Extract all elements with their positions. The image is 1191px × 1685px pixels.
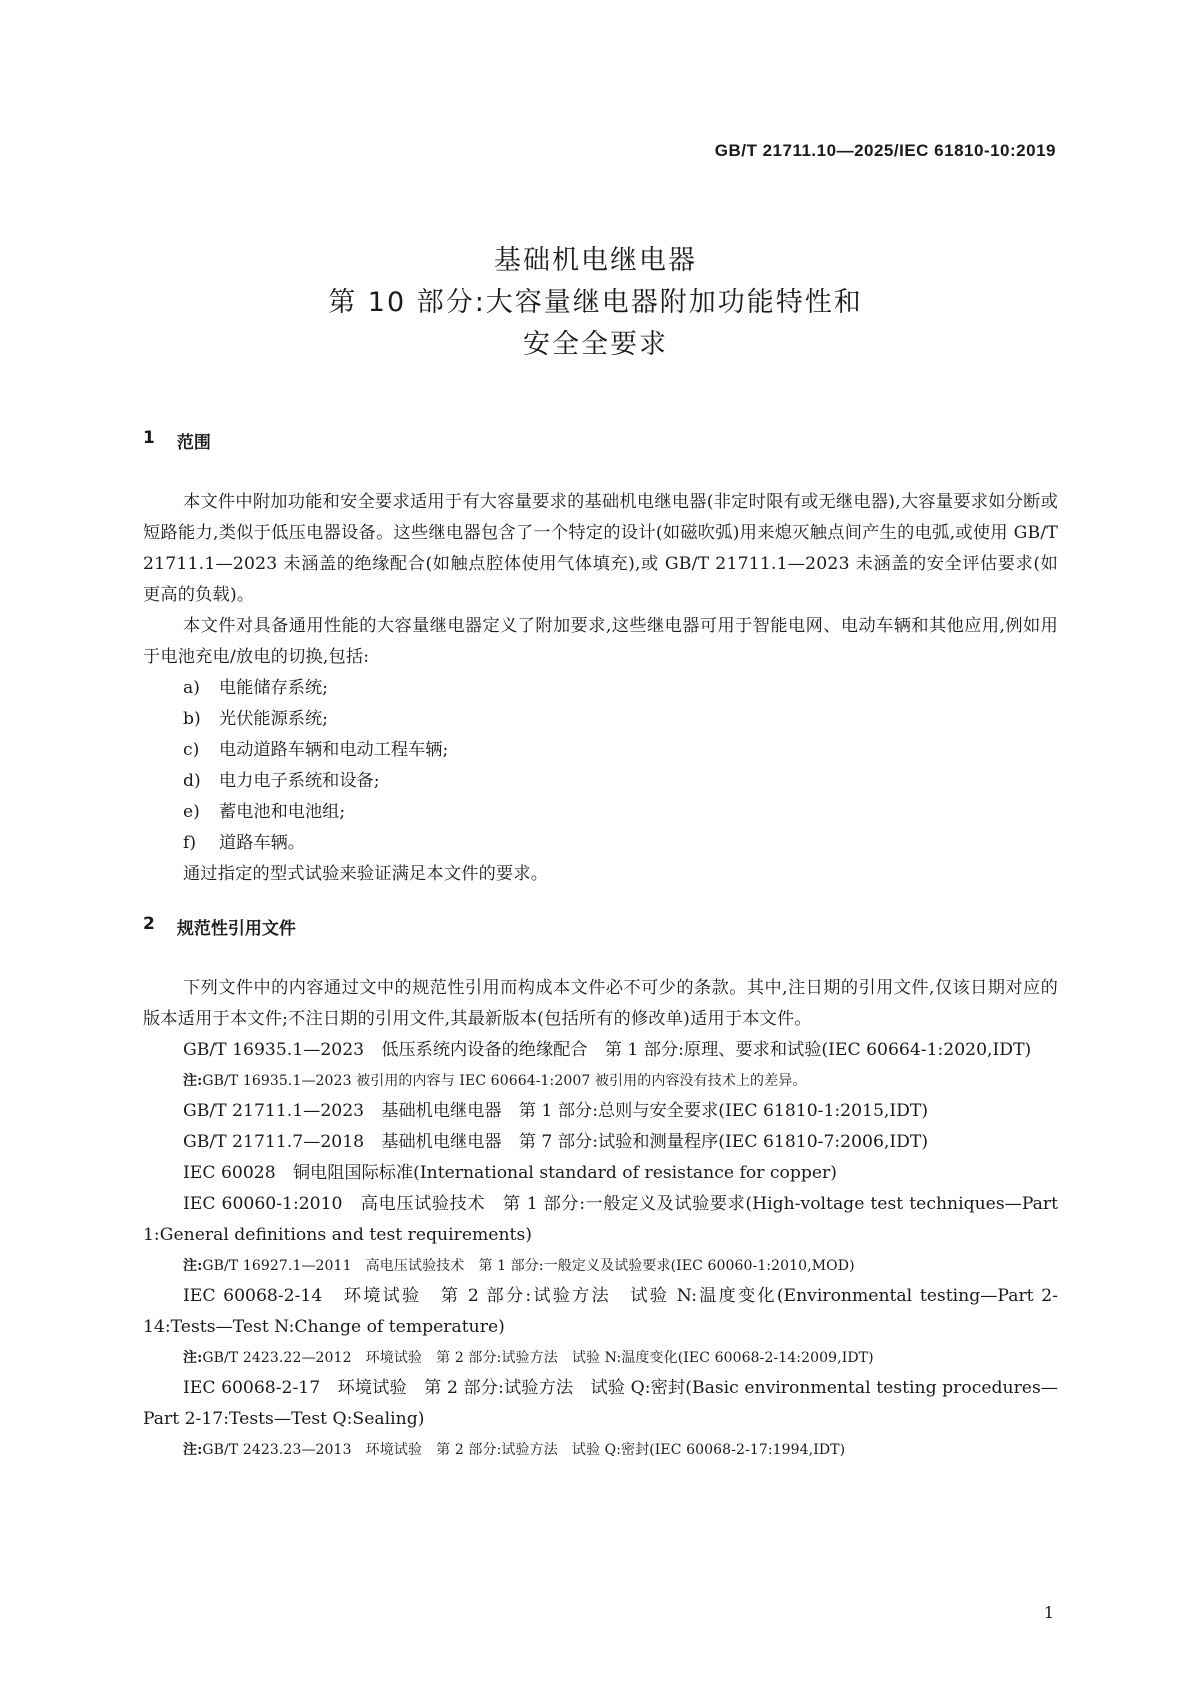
reference-entry: GB/T 21711.7—2018 基础机电继电器 第 7 部分:试验和测量程序(IEC 61810-7:2006,IDT) bbox=[183, 1132, 929, 1152]
note-label: 注: bbox=[183, 1258, 203, 1274]
document-body bbox=[143, 428, 1058, 1465]
reference-entry: IEC 60068-2-14 环境试验 第 2 部分:试验方法 试验 N:温度变化(Environmental testing—Part 2-14:Tests—Test N:Change of temperature) bbox=[143, 1286, 1058, 1337]
note-text: GB/T 16935.1—2023 被引用的内容与 IEC 60664-1:2007 被引用的内容没有技术上的差异。 bbox=[202, 1073, 807, 1089]
list-text: 电能储存系统; bbox=[219, 678, 328, 698]
section-number: 2 bbox=[143, 914, 155, 934]
note-label: 注: bbox=[183, 1350, 203, 1366]
list-text: 电动道路车辆和电动工程车辆; bbox=[219, 740, 449, 760]
reference-note bbox=[143, 1343, 1058, 1373]
reference-note bbox=[143, 1066, 1058, 1096]
note-text: GB/T 16927.1—2011 高电压试验技术 第 1 部分:一般定义及试验要求(IEC 60060-1:2010,MOD) bbox=[202, 1258, 855, 1274]
list-item bbox=[143, 797, 1058, 828]
scope-paragraph-1: 本文件中附加功能和安全要求适用于有大容量要求的基础机电继电器(非定时限有或无继电器),大容量要求如分断或短路能力,类似于低压电器设备。这些继电器包含了一个特定的设计(如磁吹弧)用来熄灭触点间产生的电弧,或使用 GB/T 21711.1—2023 未涵盖的绝缘配合(如触点腔体使用气体填充),或 GB/T 21711.1—2023 未涵盖的安全评估要求(如更高的负载)。 bbox=[143, 492, 1058, 605]
section-title: 范围 bbox=[176, 433, 211, 453]
note-label: 注: bbox=[183, 1442, 203, 1458]
section-title: 规范性引用文件 bbox=[176, 919, 296, 939]
page-number: 1 bbox=[1043, 1603, 1054, 1622]
title-line-3: 安全全要求 bbox=[523, 329, 668, 360]
list-text: 蓄电池和电池组; bbox=[219, 802, 346, 822]
list-item bbox=[143, 704, 1058, 735]
reference-entry: IEC 60060-1:2010 高电压试验技术 第 1 部分:一般定义及试验要求(High-voltage test techniques—Part 1:General definitions and test requirements) bbox=[143, 1194, 1058, 1245]
list-text: 电力电子系统和设备; bbox=[219, 771, 380, 791]
list-item bbox=[143, 766, 1058, 797]
reference-entry: IEC 60068-2-17 环境试验 第 2 部分:试验方法 试验 Q:密封(Basic environmental testing procedures—Part 2-17:Tests—Test Q:Sealing) bbox=[143, 1378, 1058, 1429]
note-text: GB/T 2423.23—2013 环境试验 第 2 部分:试验方法 试验 Q:密封(IEC 60068-2-17:1994,IDT) bbox=[202, 1442, 846, 1458]
scope-paragraph-2: 本文件对具备通用性能的大容量继电器定义了附加要求,这些继电器可用于智能电网、电动车辆和其他应用,例如用于电池充电/放电的切换,包括: bbox=[143, 616, 1058, 667]
list-item bbox=[143, 735, 1058, 766]
title-line-2: 第 10 部分:大容量继电器附加功能特性和 bbox=[328, 287, 863, 318]
list-text: 光伏能源系统; bbox=[219, 709, 328, 729]
list-marker: f) bbox=[183, 833, 197, 853]
list-marker: b) bbox=[183, 709, 201, 729]
standard-code: GB/T 21711.10—2025/IEC 61810-10:2019 bbox=[714, 141, 1056, 160]
document-title bbox=[0, 240, 1191, 366]
list-marker: c) bbox=[183, 740, 200, 760]
note-label: 注: bbox=[183, 1073, 203, 1089]
title-line-1: 基础机电继电器 bbox=[494, 245, 697, 276]
reference-entry: GB/T 21711.1—2023 基础机电继电器 第 1 部分:总则与安全要求(IEC 61810-1:2015,IDT) bbox=[183, 1101, 929, 1121]
list-marker: d) bbox=[183, 771, 201, 791]
section-number: 1 bbox=[143, 428, 155, 448]
section-2-heading bbox=[143, 914, 1058, 939]
reference-note bbox=[143, 1251, 1058, 1281]
references-intro: 下列文件中的内容通过文中的规范性引用而构成本文件必不可少的条款。其中,注日期的引用文件,仅该日期对应的版本适用于本文件;不注日期的引用文件,其最新版本(包括所有的修改单)适用于本文件。 bbox=[143, 978, 1058, 1029]
list-marker: a) bbox=[183, 678, 200, 698]
list-item bbox=[143, 673, 1058, 704]
reference-note bbox=[143, 1435, 1058, 1465]
list-text: 道路车辆。 bbox=[219, 833, 305, 853]
section-1-heading bbox=[143, 428, 1058, 453]
scope-paragraph-3: 通过指定的型式试验来验证满足本文件的要求。 bbox=[183, 864, 549, 884]
note-text: GB/T 2423.22—2012 环境试验 第 2 部分:试验方法 试验 N:温度变化(IEC 60068-2-14:2009,IDT) bbox=[202, 1350, 874, 1366]
reference-entry: IEC 60028 铜电阻国际标准(International standard of resistance for copper) bbox=[183, 1163, 837, 1183]
list-item bbox=[143, 828, 1058, 859]
list-marker: e) bbox=[183, 802, 200, 822]
reference-entry: GB/T 16935.1—2023 低压系统内设备的绝缘配合 第 1 部分:原理、要求和试验(IEC 60664-1:2020,IDT) bbox=[183, 1040, 1032, 1060]
